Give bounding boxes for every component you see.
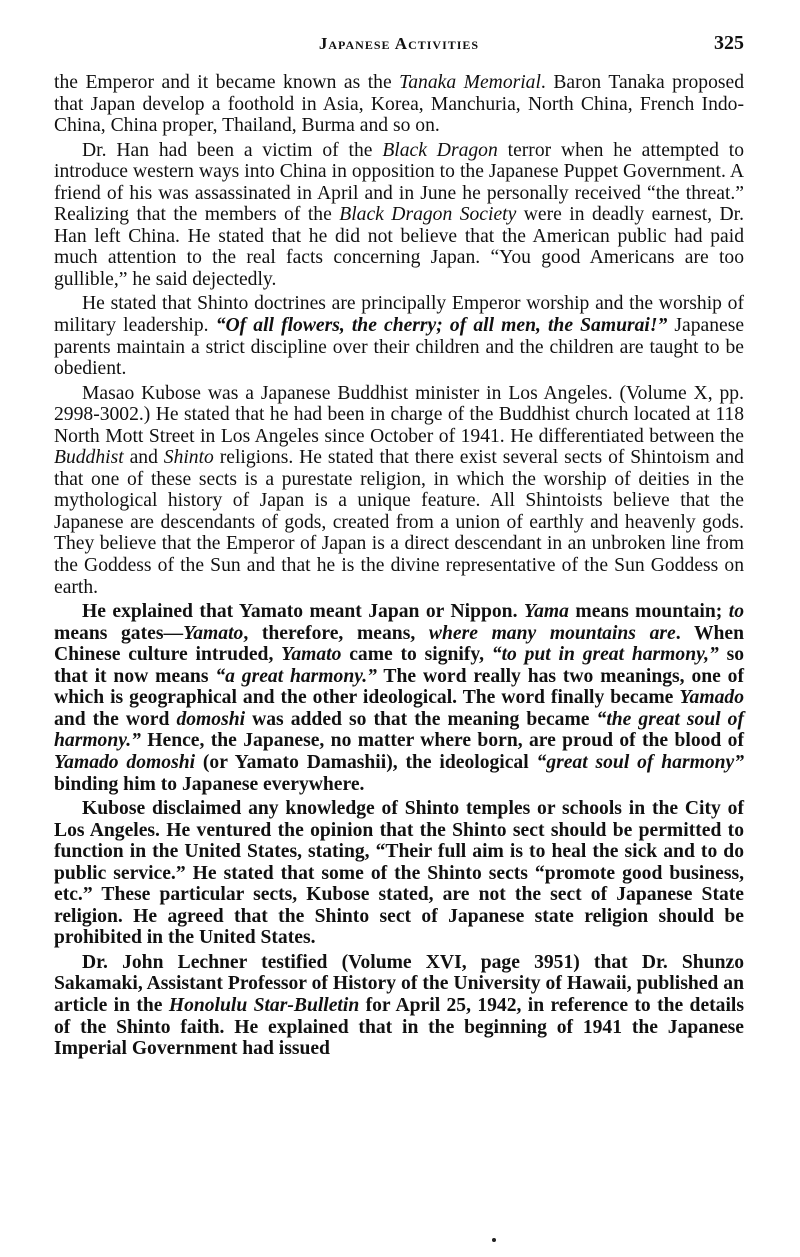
text-run: , therefore, means, <box>243 622 429 644</box>
running-title: Japanese Activities <box>318 34 480 53</box>
page-number: 325 <box>714 32 744 54</box>
paragraph <box>54 293 744 379</box>
italic-text: where many mountains are <box>428 622 676 644</box>
italic-text: Yamado <box>679 687 744 709</box>
italic-text: to <box>728 601 744 623</box>
italic-text: Yamato <box>183 622 244 644</box>
italic-text: “Of all flowers, the cherry; of all men, the Samurai!” <box>215 315 668 337</box>
text-run: He stated that Shinto doctrines are principally Emperor worship and the worship of military leadership. <box>54 293 744 337</box>
text-run: . Baron Tanaka proposed that Japan develop a foothold in Asia, Korea, Manchuria, North China, French Indo-China, China proper, Thailand, Burma and so on. <box>54 72 744 137</box>
text-run: Dr. Han had been a victim of the <box>82 139 383 161</box>
page-header <box>54 24 744 56</box>
text-run: were in deadly earnest, Dr. Han left China. He stated that he did not believe that the American public had paid much attention to the real facts concerning Japan. “You good Americans are too gullible,” he said dejectedly. <box>54 204 744 290</box>
italic-text: Honolulu Star-Bulletin <box>168 994 360 1016</box>
paragraph <box>54 72 744 137</box>
paragraph <box>54 383 744 598</box>
italic-text: Black Dragon Society <box>339 204 517 226</box>
italic-text: Yamado domoshi <box>54 751 196 773</box>
italic-text: “a great harmony.” <box>215 665 377 687</box>
italic-text: Yamato <box>281 644 342 666</box>
italic-text: Shinto <box>163 447 214 469</box>
text-run: . When Chinese culture intruded, <box>54 622 745 666</box>
text-run: Masao Kubose was a Japanese Buddhist minister in Los Angeles. (Volume X, pp. 2998-3002.) He stated that he had been in charge of the Buddhist church located at 118 North Mott Street in Los Angeles since October of 1941. He differentiated between the <box>54 382 744 447</box>
text-run: and the word <box>54 708 177 730</box>
text-run: Dr. John Lechner testified (Volume XVI, page 3951) that Dr. Shunzo Sakamaki, Assistant Professor of History of the University of Hawaii, published an article in the <box>54 951 744 1016</box>
italic-text: “the great soul of harmony.” <box>54 708 744 752</box>
text-run: Kubose disclaimed any knowledge of Shinto temples or schools in the City of Los Angeles. He ventured the opinion that the Shinto sect should be permitted to function in the United States, stating, “Their full aim is to heal the sick and to do public service.” He stated that some of the Shinto sects “promote good business, etc.” These particular sects, Kubose stated, are not the sect of Japanese State religion. He agreed that the Shinto sect of Japanese state religion should be prohibited in the United States. <box>54 798 744 949</box>
text-run: the Emperor and it became known as the <box>54 72 400 93</box>
text-run: for April 25, 1942, in reference to the details of the Shinto faith. He explained that in the beginning of 1941 the Japanese Imperial Government had issued <box>54 994 744 1060</box>
italic-text: “to put in great harmony,” <box>491 644 719 666</box>
paragraph <box>54 601 744 795</box>
italic-text: Black Dragon <box>382 139 498 161</box>
text-run: so that it now means <box>54 644 745 687</box>
stray-dot-mark <box>492 1238 496 1242</box>
text-run: The word really has two meanings, one of which is geographical and the other ideological. The word finally became <box>54 665 745 709</box>
italic-text: Tanaka Memorial <box>399 72 541 93</box>
text-run: was added so that the meaning became <box>245 708 597 730</box>
body-text <box>54 72 744 1063</box>
text-run: Hence, the Japanese, no matter where born, are proud of the blood of <box>140 730 744 752</box>
italic-text: domoshi <box>176 708 246 730</box>
text-run: (or Yamato Damashii), the ideological <box>195 751 537 773</box>
italic-text: Buddhist <box>54 447 124 469</box>
text-run: means gates— <box>54 622 184 644</box>
text-run: religions. He stated that there exist several sects of Shintoism and that one of these sects is a purestate religion, in which the worship of deities in the mythological history of Japan is a unique feature. All Shintoists believe that the Japanese are descendants of gods, created from a union of earthly and heavenly gods. They believe that the Emperor of Japan is a direct descendant in an unbroken line from the Goddess of the Sun and that he is the divine representative of the Sun Goddess on earth. <box>54 447 744 598</box>
text-run: terror when he attempted to introduce western ways into China in opposition to the Japanese Puppet Government. A friend of his was assassinated in April and in June he personally received “the threat.” Realizing that the members of the <box>54 139 745 226</box>
paragraph <box>54 952 744 1060</box>
italic-text: “great soul of harmony” <box>536 751 745 773</box>
text-run: He explained that Yamato meant Japan or Nippon. <box>82 601 524 623</box>
text-run: and <box>123 447 164 469</box>
paragraph <box>54 798 744 949</box>
text-run: Japanese parents maintain a strict discipline over their children and the children are taught to be obedient. <box>54 315 745 380</box>
text-run: means mountain; <box>568 601 729 623</box>
text-run: binding him to Japanese everywhere. <box>54 773 365 795</box>
text-run: came to signify, <box>341 644 492 666</box>
italic-text: Yama <box>523 601 569 623</box>
paragraph <box>54 140 744 291</box>
